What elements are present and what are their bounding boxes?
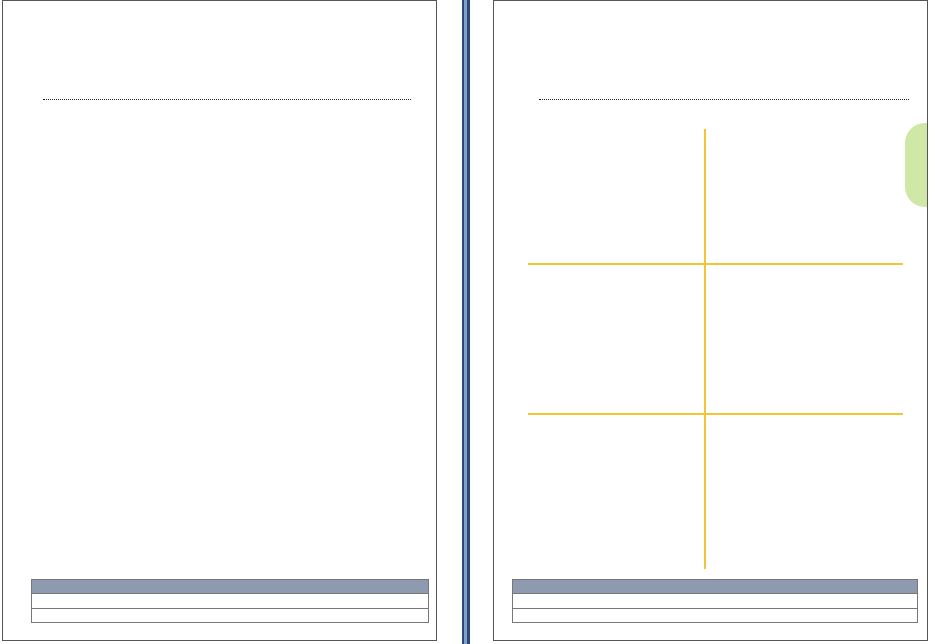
teacher-signature bbox=[513, 608, 917, 619]
teacher-signature bbox=[32, 608, 428, 619]
worksheet-page-left bbox=[2, 0, 437, 641]
assessment-table bbox=[512, 579, 918, 623]
grid-line-1 bbox=[528, 263, 903, 265]
header-divider bbox=[43, 99, 411, 100]
worksheet-page-right bbox=[493, 0, 928, 641]
grid-line-2 bbox=[528, 413, 903, 415]
decorative-leaf bbox=[905, 123, 927, 207]
grid-vertical-line bbox=[704, 129, 706, 569]
page-divider bbox=[462, 0, 470, 644]
assessment-table bbox=[31, 579, 429, 623]
header-divider bbox=[539, 99, 909, 100]
